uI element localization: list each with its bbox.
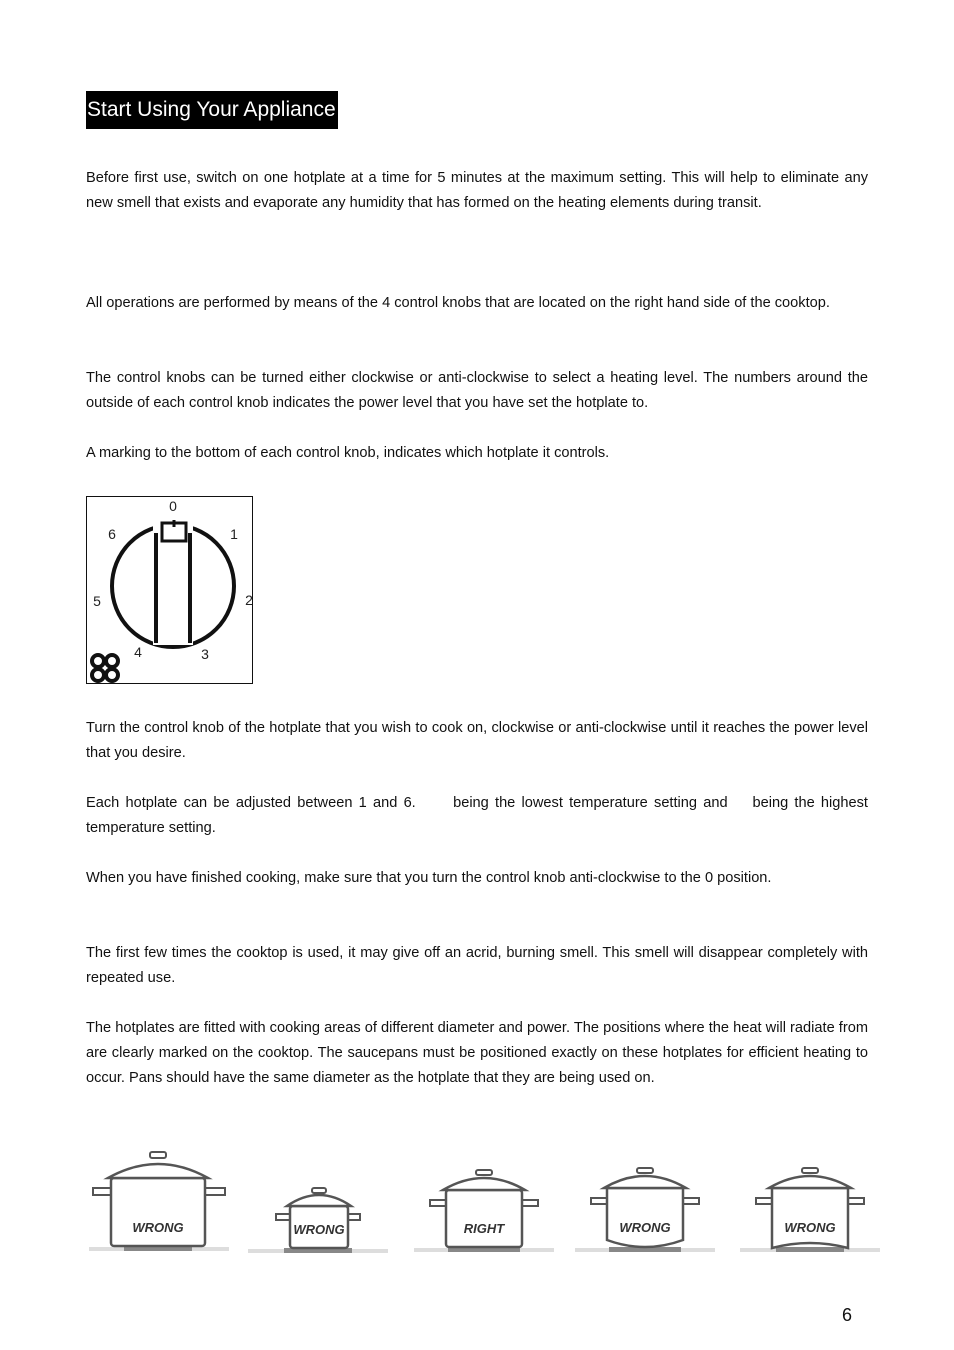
pot-label-3: RIGHT (463, 1221, 505, 1236)
knob-number-0: 0 (169, 498, 177, 514)
section-heading: Start Using Your Appliance (86, 91, 338, 129)
pot-label-4: WRONG (619, 1220, 671, 1235)
knob-number-5: 5 (93, 593, 101, 609)
pot-label-5: WRONG (784, 1220, 836, 1235)
pot-right (414, 1170, 554, 1252)
pot-wrong-convex-base (575, 1168, 715, 1252)
page-number: 6 (842, 1305, 853, 1325)
paragraph-adjust-range: Each hotplate can be adjusted between 1 and 6. being the lowest temperature setting and being the highest temperature setting. (86, 795, 873, 836)
knob-number-6: 6 (108, 526, 116, 542)
pot-label-2: WRONG (293, 1222, 345, 1237)
pot-placement-illustration (86, 1148, 882, 1260)
paragraph-finish-cooking: When you have finished cooking, make sure that you turn the control knob anti-clockwise to the 0 position. (86, 870, 772, 886)
control-knob-diagram (86, 496, 253, 684)
knob-number-2: 2 (245, 592, 253, 608)
paragraph-turn-knob: Turn the control knob of the hotplate that you wish to cook on, clockwise or anti-clockwise until it reaches the power level that you desire. (86, 720, 868, 761)
knob-number-1: 1 (230, 526, 238, 542)
pot-wrong-concave-base (740, 1168, 880, 1252)
paragraph-first-use: Before first use, switch on one hotplate at a time for 5 minutes at the maximum setting. This will help to eliminate any new smell that exists and evaporate any humidity that has formed on the heating elements during transit. (86, 170, 868, 211)
pot-wrong-too-small (248, 1188, 388, 1253)
knob-dial (112, 520, 234, 647)
four-hotplates-icon (92, 655, 118, 681)
paragraph-control-knobs: All operations are performed by means of the 4 control knobs that are located on the right hand side of the cooktop. (86, 295, 830, 311)
paragraph-knob-marking: A marking to the bottom of each control knob, indicates which hotplate it controls. (86, 445, 610, 461)
pot-wrong-too-large (89, 1152, 229, 1251)
knob-number-3: 3 (201, 646, 209, 662)
paragraph-burning-smell: The first few times the cooktop is used, it may give off an acrid, burning smell. This smell will disappear completely with repeated use. (86, 945, 868, 986)
pot-label-1: WRONG (132, 1220, 184, 1235)
knob-number-4: 4 (134, 644, 142, 660)
paragraph-knob-direction: The control knobs can be turned either clockwise or anti-clockwise to select a heating level. The numbers around the outside of each control knob indicates the power level that you have set the hotplate to. (86, 370, 868, 411)
paragraph-pan-positioning: The hotplates are fitted with cooking areas of different diameter and power. The positions where the heat will radiate from are clearly marked on the cooktop. The saucepans must be positioned exactly on these hotplates for efficient heating to occur. Pans should have the same diameter as the hotplate that they are being used on. (86, 1020, 868, 1086)
